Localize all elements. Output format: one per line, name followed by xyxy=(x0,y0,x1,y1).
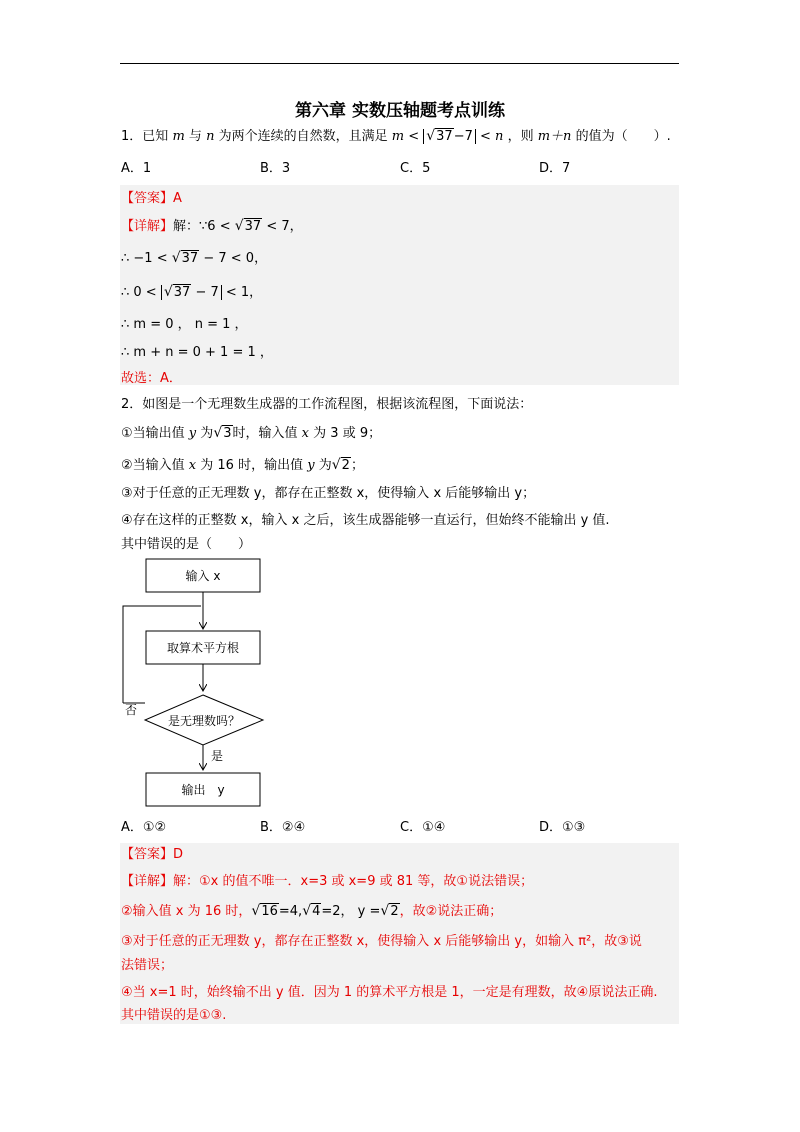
q2-stem xyxy=(121,395,532,415)
s2-y: y xyxy=(307,458,315,473)
s2-x: x xyxy=(188,458,197,473)
q2-detail-3b: 法错误； xyxy=(121,958,174,973)
page-title: 第六章 实数压轴题考点训练 xyxy=(295,101,505,121)
q1-var-mn: m＋n xyxy=(537,129,572,144)
q2-option-c: C．①④ xyxy=(400,820,446,835)
s1-y: y xyxy=(188,426,197,441)
q2-detail-4a: ④当 x=1 时，始终输不出 y 值．因为 1 的算术平方根是 1，一定是有理数，故④原说法正确. xyxy=(121,985,658,1000)
s1-a: ①当输出值 xyxy=(121,426,185,441)
d2-rad2: 4 xyxy=(312,904,321,919)
q2-statement-2: ②当输入值 x 为 16 时，输出值 y 为√2； xyxy=(121,457,364,473)
q1-d3-pre: ∴ 0 < xyxy=(121,285,157,300)
s1-x: x xyxy=(301,426,310,441)
d2-rad3: 2 xyxy=(390,904,399,919)
q1-d2-post: − 7 < 0， xyxy=(203,251,268,266)
d2-a: ②输入值 x 为 16 时， xyxy=(121,904,252,919)
q1-text-1: 已知 xyxy=(142,129,169,144)
q1-inequality xyxy=(392,129,504,144)
flow-yes-label: 是 xyxy=(211,749,224,763)
ineq-minus: −7 xyxy=(453,129,473,144)
s1-b: 为 xyxy=(200,426,214,441)
q1-text-5: 的值为（ ）. xyxy=(575,129,671,144)
q2-d1-text: 解：①x 的值不唯一．x=3 或 x=9 或 81 等，故①说法错误； xyxy=(173,874,534,889)
q1-detail-label: 【详解】 xyxy=(121,219,174,234)
header-rule xyxy=(120,63,679,64)
q1-var-n: n xyxy=(206,129,215,144)
q2-option-d: D．①③ xyxy=(539,820,586,835)
flow-no-label: 否 xyxy=(125,703,138,717)
q1-d3-post: − 7 xyxy=(195,285,219,300)
abs-value: √37−7 xyxy=(423,129,476,144)
q1-d3-post2: < 1， xyxy=(225,285,263,300)
q1-stem xyxy=(121,126,671,147)
q2-stem-text: 如图是一个无理数生成器的工作流程图，根据该流程图，下面说法： xyxy=(142,397,533,412)
d2-d: ，故②说法正确； xyxy=(399,904,503,919)
d2-rad1: 16 xyxy=(261,904,278,919)
flow-output-label: 输出 y xyxy=(181,783,225,797)
q1-text-3: 为两个连续的自然数，且满足 xyxy=(218,129,388,144)
q2-statement-1: ①当输出值 y 为√3时，输入值 x 为 3 或 9； xyxy=(121,425,382,441)
q1-option-a: A．1 xyxy=(121,161,152,176)
q2-detail-1 xyxy=(121,872,533,892)
s1-d: 为 3 或 9； xyxy=(313,426,382,441)
d2-b: =4, xyxy=(278,904,303,919)
s2-b: 为 16 时，输出值 xyxy=(200,458,304,473)
q1-text-4: ，则 xyxy=(507,129,534,144)
s2-c: 为 xyxy=(318,458,332,473)
q2-option-b: B．②④ xyxy=(260,820,306,835)
flow-decision-label: 是无理数吗？ xyxy=(167,714,241,728)
q1-detail-line-4: ∴ m = 0 ， n = 1 ， xyxy=(121,317,248,332)
q1-detail-line-5: ∴ m + n = 0 + 1 = 1 ， xyxy=(121,345,273,360)
q1-choose: 故选：A． xyxy=(121,371,182,386)
s2-a: ②当输入值 xyxy=(121,458,185,473)
q1-d2-rad: 37 xyxy=(181,251,199,266)
q1-option-c: C．5 xyxy=(400,161,431,176)
s1-c: 时，输入值 xyxy=(232,426,298,441)
q1-option-d: D．7 xyxy=(539,161,571,176)
q1-detail-line-3: ∴ 0 < √37 − 7 < 1， xyxy=(121,284,263,300)
s1-rad: 3 xyxy=(223,426,232,441)
q1-var-m: m xyxy=(172,129,185,144)
q1-answer: 【答案】A xyxy=(121,191,182,206)
q1-d2-pre: ∴ −1 < xyxy=(121,251,168,266)
radicand: 37 xyxy=(436,129,453,144)
ineq-right: < n xyxy=(480,129,504,144)
q1-detail-line-2: ∴ −1 < √37 − 7 < 0， xyxy=(121,250,268,266)
d2-c: =2， y = xyxy=(321,904,381,919)
q2-statement-4: ④存在这样的正整数 x，输入 x 之后，该生成器能够一直运行，但始终不能输出 y 值. xyxy=(121,513,610,528)
q2-option-a: A．①② xyxy=(121,820,167,835)
flow-sqrt-label: 取算术平方根 xyxy=(166,641,240,655)
q1-detail-line-1: 【详解】解：∵6 < √37 < 7， xyxy=(121,218,303,234)
q1-d1-rad: 37 xyxy=(244,219,262,234)
q2-detail-4b: 其中错误的是①③. xyxy=(121,1008,227,1023)
ineq-left: m < xyxy=(391,129,420,144)
flowchart xyxy=(115,558,285,810)
q1-number: 1． xyxy=(121,129,143,144)
s2-rad: 2 xyxy=(341,458,350,473)
q2-number: 2． xyxy=(121,397,143,412)
q2-statement-3: ③对于任意的正无理数 y，都存在正整数 x，使得输入 x 后能够输出 y； xyxy=(121,486,536,501)
q2-detail-2: ②输入值 x 为 16 时，√16=4,√4=2， y =√2，故②说法正确； xyxy=(121,903,503,919)
q1-option-b: B．3 xyxy=(260,161,291,176)
q2-question: 其中错误的是（ ） xyxy=(121,537,252,552)
q1-d1-post: < 7， xyxy=(266,219,303,234)
q2-detail-3a: ③对于任意的正无理数 y，都存在正整数 x，使得输入 x 后能够输出 y，如输入 π²，故③说 xyxy=(121,934,642,949)
q2-detail-label: 【详解】 xyxy=(121,874,174,889)
q1-text-2: 与 xyxy=(188,129,202,144)
flow-input-label: 输入 x xyxy=(185,569,221,583)
q2-answer: 【答案】D xyxy=(121,847,184,862)
s2-d: ； xyxy=(350,458,364,473)
q1-d1-pre: 解：∵6 < xyxy=(173,219,231,234)
q1-d3-rad: 37 xyxy=(173,285,191,300)
